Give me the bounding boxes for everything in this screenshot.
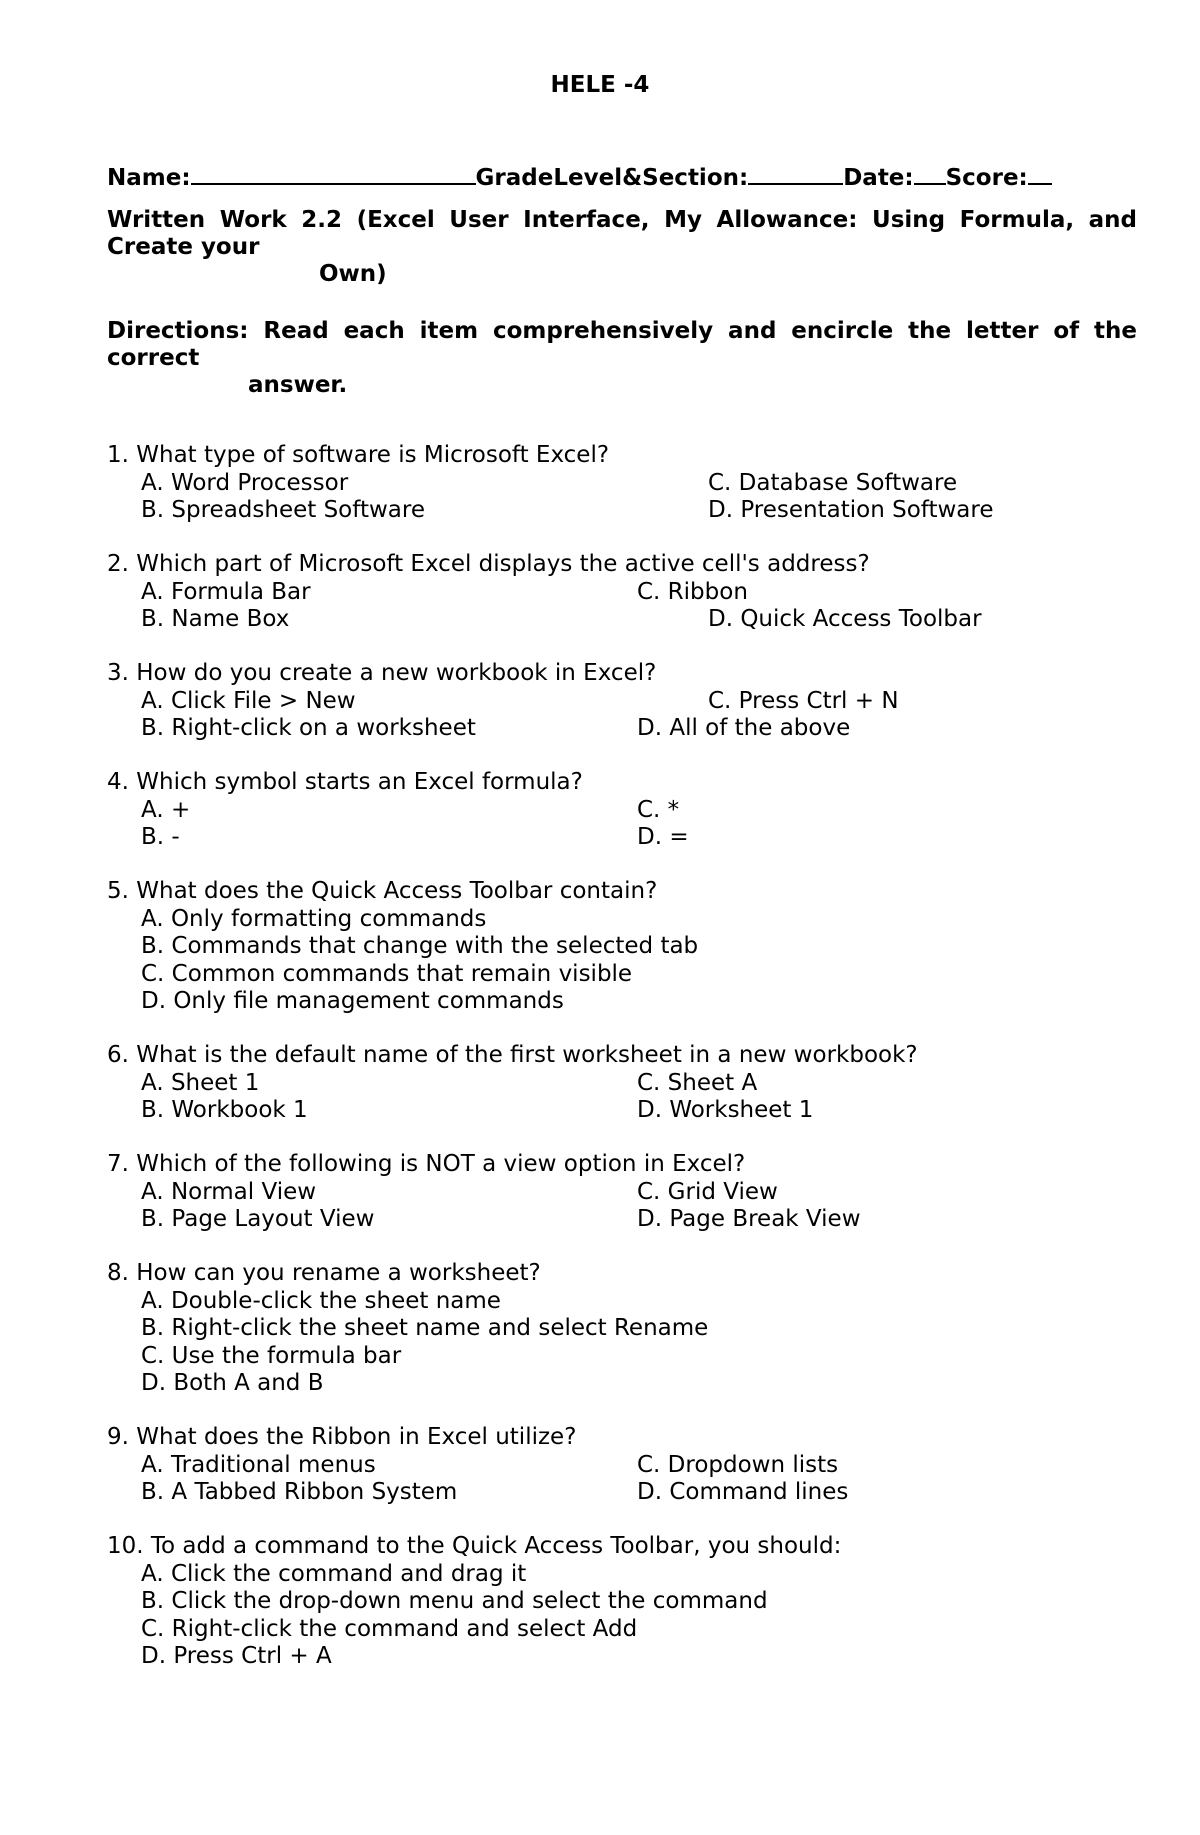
question-10-option-d[interactable]: D. Press Ctrl + A [141, 1643, 332, 1669]
question-2-option-a[interactable]: A. Formula Bar [141, 578, 311, 605]
question-2 [107, 551, 1157, 634]
question-2-option-d[interactable]: D. Quick Access Toolbar [708, 606, 982, 632]
question-4-option-a[interactable]: A. + [141, 796, 191, 823]
directions-line-3: answer. [248, 372, 348, 398]
question-1-option-a[interactable]: A. Word Processor [141, 469, 349, 496]
question-1-option-b[interactable]: B. Spreadsheet Software [141, 497, 425, 523]
question-9 [107, 1424, 1157, 1507]
question-1-option-c[interactable]: C. Database Software [708, 469, 958, 496]
question-5-option-d[interactable]: D. Only file management commands [141, 988, 564, 1014]
directions-line-2: correct [107, 345, 200, 371]
question-6 [107, 1042, 1157, 1125]
question-9-option-c[interactable]: C. Dropdown lists [637, 1451, 839, 1478]
question-5 [107, 878, 1157, 1016]
question-7-text: 7. Which of the following is NOT a view option in Excel? [107, 1151, 746, 1177]
question-7-option-b[interactable]: B. Page Layout View [141, 1206, 375, 1232]
directions [107, 318, 1137, 399]
question-3-option-b[interactable]: B. Right-click on a worksheet [141, 715, 476, 741]
question-6-option-c[interactable]: C. Sheet A [637, 1069, 758, 1096]
question-6-option-a[interactable]: A. Sheet 1 [141, 1069, 260, 1096]
question-5-text: 5. What does the Quick Access Toolbar contain? [107, 878, 658, 904]
question-9-option-b[interactable]: B. A Tabbed Ribbon System [141, 1479, 458, 1505]
question-4-text: 4. Which symbol starts an Excel formula? [107, 769, 583, 795]
question-7-option-a[interactable]: A. Normal View [141, 1178, 317, 1205]
question-5-option-b[interactable]: B. Commands that change with the selected tab [141, 933, 699, 959]
question-3-option-c[interactable]: C. Press Ctrl + N [708, 687, 899, 714]
question-8 [107, 1260, 1157, 1398]
question-9-option-d[interactable]: D. Command lines [637, 1479, 849, 1505]
question-2-option-b[interactable]: B. Name Box [141, 606, 290, 632]
question-8-text: 8. How can you rename a worksheet? [107, 1260, 541, 1286]
student-info-line [107, 163, 1052, 191]
question-4-option-b[interactable]: B. - [141, 824, 180, 850]
question-4 [107, 769, 1157, 852]
question-3-option-d[interactable]: D. All of the above [637, 715, 851, 741]
question-6-text: 6. What is the default name of the first worksheet in a new workbook? [107, 1042, 918, 1068]
question-9-option-a[interactable]: A. Traditional menus [141, 1451, 376, 1478]
question-8-option-b[interactable]: B. Right-click the sheet name and select Rename [141, 1315, 709, 1341]
question-2-option-c[interactable]: C. Ribbon [637, 578, 748, 605]
written-work-line-1: Written Work 2.2 (Excel User Interface, My Allowance: Using Formula, and [107, 207, 1137, 233]
question-10-text: 10. To add a command to the Quick Access Toolbar, you should: [107, 1533, 842, 1559]
question-7-option-d[interactable]: D. Page Break View [637, 1206, 861, 1232]
written-work-heading [107, 207, 1137, 288]
written-work-line-2: Create your [107, 234, 260, 260]
question-1-text: 1. What type of software is Microsoft Excel? [107, 442, 610, 468]
date-label: Date: [843, 165, 914, 191]
question-6-option-d[interactable]: D. Worksheet 1 [637, 1097, 814, 1123]
question-10-option-c[interactable]: C. Right-click the command and select Add [141, 1615, 638, 1642]
question-6-option-b[interactable]: B. Workbook 1 [141, 1097, 308, 1123]
question-10-option-a[interactable]: A. Click the command and drag it [141, 1560, 527, 1587]
name-blank[interactable] [191, 163, 476, 185]
question-5-option-c[interactable]: C. Common commands that remain visible [141, 960, 633, 987]
question-10-option-b[interactable]: B. Click the drop-down menu and select the command [141, 1588, 768, 1614]
score-label: Score: [945, 165, 1028, 191]
directions-line-1: Directions: Read each item comprehensively and encircle the letter of the [107, 318, 1137, 344]
question-3-option-a[interactable]: A. Click File > New [141, 687, 356, 714]
question-8-option-a[interactable]: A. Double-click the sheet name [141, 1287, 501, 1314]
question-1 [107, 442, 1157, 525]
written-work-line-3: Own) [319, 261, 387, 287]
score-blank[interactable] [1028, 163, 1052, 185]
question-8-option-c[interactable]: C. Use the formula bar [141, 1342, 402, 1369]
grade-section-label: GradeLevel&Section: [475, 165, 749, 191]
name-label: Name: [107, 165, 191, 191]
question-4-option-c[interactable]: C. * [637, 796, 680, 823]
question-1-option-d[interactable]: D. Presentation Software [708, 497, 994, 523]
question-8-option-d[interactable]: D. Both A and B [141, 1370, 324, 1396]
page-title: HELE -4 [550, 72, 650, 98]
date-blank[interactable] [914, 163, 946, 185]
grade-section-blank[interactable] [748, 163, 843, 185]
question-9-text: 9. What does the Ribbon in Excel utilize? [107, 1424, 577, 1450]
question-3 [107, 660, 1157, 743]
question-3-text: 3. How do you create a new workbook in Excel? [107, 660, 657, 686]
question-10 [107, 1533, 1157, 1671]
question-4-option-d[interactable]: D. = [637, 824, 689, 850]
question-7-option-c[interactable]: C. Grid View [637, 1178, 778, 1205]
question-7 [107, 1151, 1157, 1234]
question-2-text: 2. Which part of Microsoft Excel displays the active cell's address? [107, 551, 870, 577]
question-5-option-a[interactable]: A. Only formatting commands [141, 905, 487, 932]
